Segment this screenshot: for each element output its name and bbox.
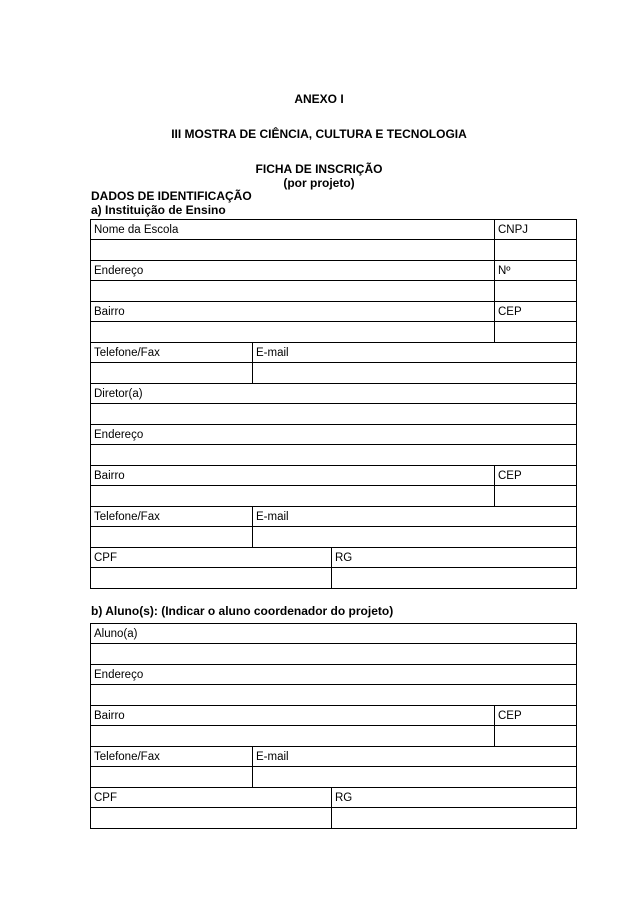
student-phone-fax-field[interactable]: [91, 767, 253, 788]
event-title: III MOSTRA DE CIÊNCIA, CULTURA E TECNOLOGIA: [171, 127, 467, 141]
student-phone-fax-label: Telefone/Fax: [91, 747, 253, 767]
director-label: Diretor(a): [91, 384, 577, 404]
address-field[interactable]: [91, 281, 495, 302]
director-email-label: E-mail: [253, 507, 577, 527]
student-neighborhood-field[interactable]: [91, 726, 495, 747]
director-neighborhood-label: Bairro: [91, 466, 495, 486]
cpf-label: CPF: [91, 548, 332, 568]
director-zip-label: CEP: [495, 466, 577, 486]
director-phone-fax-label: Telefone/Fax: [91, 507, 253, 527]
neighborhood-label: Bairro: [91, 302, 495, 322]
director-address-field[interactable]: [91, 445, 577, 466]
rg-label: RG: [332, 548, 577, 568]
student-zip-field[interactable]: [495, 726, 577, 747]
form-subtitle: (por projeto): [283, 176, 355, 190]
email-label: E-mail: [253, 343, 577, 363]
cnpj-field[interactable]: [495, 240, 577, 261]
student-email-field[interactable]: [253, 767, 577, 788]
student-neighborhood-label: Bairro: [91, 706, 495, 726]
email-field[interactable]: [253, 363, 577, 384]
form-title: FICHA DE INSCRIÇÃO: [255, 162, 383, 176]
zip-label: CEP: [495, 302, 577, 322]
annex-label: ANEXO I: [294, 92, 344, 106]
school-name-field[interactable]: [91, 240, 495, 261]
student-email-label: E-mail: [253, 747, 577, 767]
student-cpf-field[interactable]: [91, 808, 332, 829]
student-field[interactable]: [91, 644, 577, 665]
student-rg-field[interactable]: [332, 808, 577, 829]
zip-field[interactable]: [495, 322, 577, 343]
student-rg-label: RG: [332, 788, 577, 808]
director-neighborhood-field[interactable]: [91, 486, 495, 507]
student-address-label: Endereço: [91, 665, 577, 685]
school-name-label: Nome da Escola: [91, 220, 495, 240]
student-address-field[interactable]: [91, 685, 577, 706]
director-address-label: Endereço: [91, 425, 577, 445]
institution-table: [90, 219, 577, 589]
number-label: Nº: [495, 261, 577, 281]
director-email-field[interactable]: [253, 527, 577, 548]
student-zip-label: CEP: [495, 706, 577, 726]
students-table: [90, 623, 577, 829]
neighborhood-field[interactable]: [91, 322, 495, 343]
identification-heading: DADOS DE IDENTIFICAÇÃO: [91, 189, 252, 203]
director-field[interactable]: [91, 404, 577, 425]
director-phone-fax-field[interactable]: [91, 527, 253, 548]
institution-heading: a) Instituição de Ensino: [91, 203, 226, 217]
address-label: Endereço: [91, 261, 495, 281]
students-heading: b) Aluno(s): (Indicar o aluno coordenador do projeto): [91, 604, 394, 618]
cnpj-label: CNPJ: [495, 220, 577, 240]
cpf-field[interactable]: [91, 568, 332, 589]
phone-fax-label: Telefone/Fax: [91, 343, 253, 363]
student-label: Aluno(a): [91, 624, 577, 644]
phone-fax-field[interactable]: [91, 363, 253, 384]
student-cpf-label: CPF: [91, 788, 332, 808]
rg-field[interactable]: [332, 568, 577, 589]
director-zip-field[interactable]: [495, 486, 577, 507]
number-field[interactable]: [495, 281, 577, 302]
